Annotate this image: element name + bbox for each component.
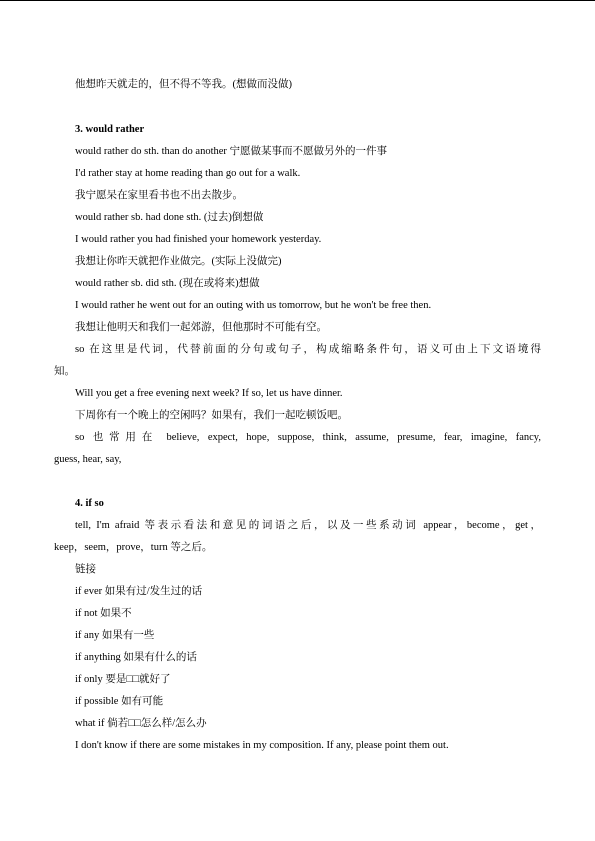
text-line: so 也常用在 believe, expect, hope, suppose, think, assume, presume, fear, imagine, fancy, <box>75 432 541 443</box>
text-line: Will you get a free evening next week? If so, let us have dinner. <box>75 388 343 399</box>
section-heading-if-so: 4. if so <box>75 498 104 509</box>
text-line: 下周你有一个晚上的空闲吗？如果有，我们一起吃顿饭吧。 <box>75 410 348 421</box>
text-line: if not 如果不 <box>75 608 132 619</box>
section-heading-would-rather: 3. would rather <box>75 124 145 135</box>
text-line: if only 要是□□就好了 <box>75 674 171 685</box>
text-line: I would rather you had finished your homework yesterday. <box>75 234 322 245</box>
text-line: if any 如果有一些 <box>75 630 155 641</box>
text-line: 我想让他明天和我们一起郊游，但他那时不可能有空。 <box>75 322 327 333</box>
text-line: what if 倘若□□怎么样/怎么办 <box>75 718 207 729</box>
top-border-line <box>0 0 595 1</box>
text-line: 他想昨天就走的，但不得不等我。(想做而没做) <box>75 79 292 90</box>
text-line: guess, hear, say, <box>54 454 122 465</box>
text-line: I don't know if there are some mistakes in my composition. If any, please point them out. <box>75 740 449 751</box>
text-line: would rather do sth. than do another 宁愿做某事而不愿做另外的一件事 <box>75 146 388 157</box>
text-line: 链接 <box>75 564 96 575</box>
text-line: if possible 如有可能 <box>75 696 164 707</box>
text-line: 我想让你昨天就把作业做完。(实际上没做完) <box>75 256 282 267</box>
text-line: if anything 如果有什么的话 <box>75 652 197 663</box>
text-line: keep，seem，prove，turn 等之后。 <box>54 542 213 553</box>
text-line: would rather sb. did sth. (现在或将来)想做 <box>75 278 260 289</box>
text-line: so 在这里是代词，代替前面的分句或句子，构成缩略条件句，语义可由上下文语境得 <box>75 344 541 355</box>
text-line: 我宁愿呆在家里看书也不出去散步。 <box>75 190 243 201</box>
text-line: I'd rather stay at home reading than go out for a walk. <box>75 168 301 179</box>
text-line: I would rather he went out for an outing with us tomorrow, but he won't be free then. <box>75 300 432 311</box>
text-line: if ever 如果有过/发生过的话 <box>75 586 203 597</box>
text-line: would rather sb. had done sth. (过去)倒想做 <box>75 212 264 223</box>
text-line: tell, I'm afraid 等表示看法和意见的词语之后，以及一些系动词 appear，become，get， <box>75 520 541 531</box>
text-line: 知。 <box>54 366 75 377</box>
